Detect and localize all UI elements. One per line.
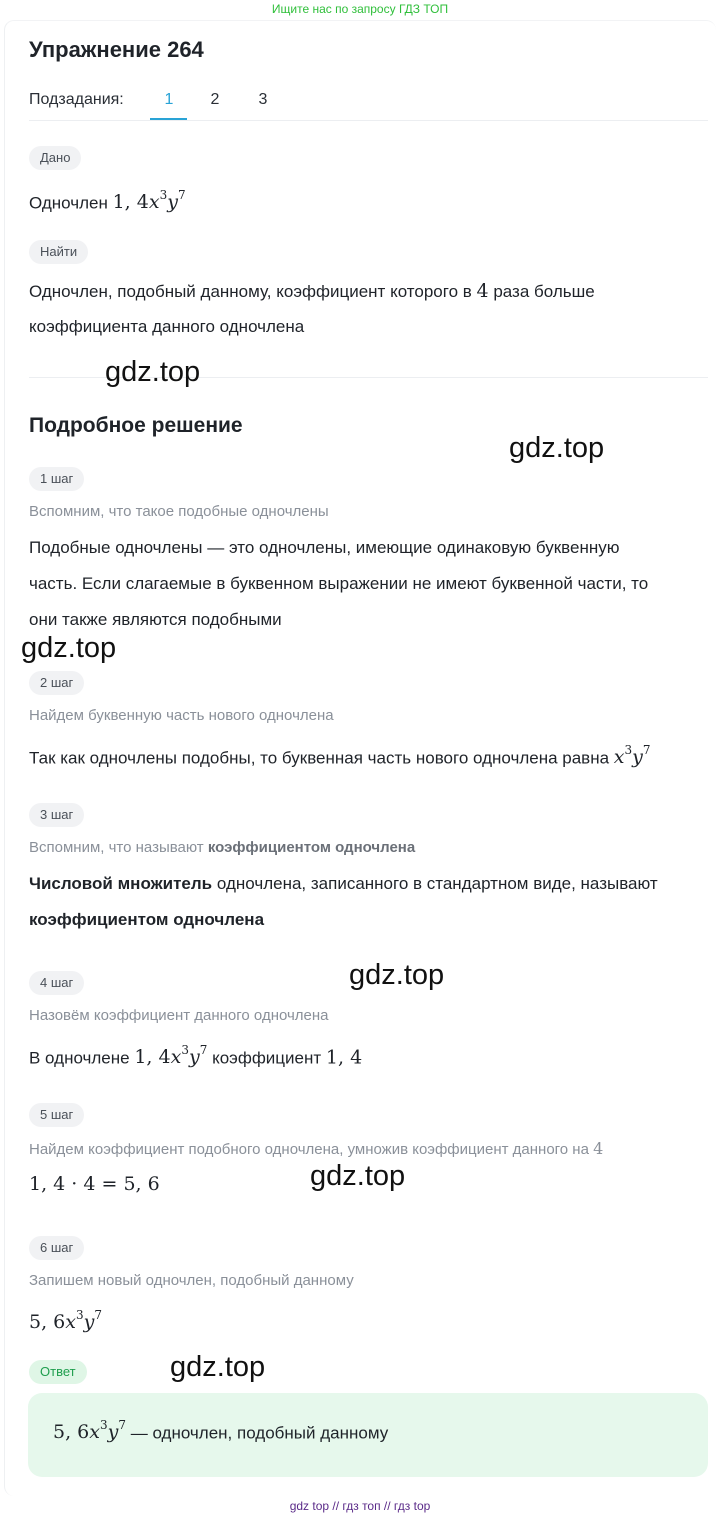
step-3-hint: Вспомним, что называют коэффициентом одночлена xyxy=(29,839,416,856)
step-5-equation: 1, 4 · 4 = 5, 6 xyxy=(29,1173,160,1195)
step-4-pill: 4 шаг xyxy=(29,971,84,995)
given-text xyxy=(29,179,186,221)
step-1-pill: 1 шаг xyxy=(29,467,84,491)
step-6-monomial: 5, $6x^3y^7$ xyxy=(29,1308,102,1334)
tab-subtask-2[interactable]: 2 xyxy=(210,91,220,108)
given-monomial: 1, $4x^3y^7$ xyxy=(112,188,186,214)
given-label: Одночлен xyxy=(29,193,108,213)
step-6-hint: Запишем новый одночлен, подобный данному xyxy=(29,1272,354,1289)
tab-subtask-3[interactable]: 3 xyxy=(258,91,268,108)
step-2-monomial: $x^3y^7$ xyxy=(613,743,651,769)
subtasks-label: Подзадания: xyxy=(29,91,124,108)
step-4-hint: Назовём коэффициент данного одночлена xyxy=(29,1007,329,1024)
watermark: gdz.top xyxy=(21,632,117,664)
answer-pill: Ответ xyxy=(29,1360,87,1384)
step-4-text: В одночлене 1, $4x^3y^7$ коэффициент 1, 4 xyxy=(29,1043,363,1069)
step-5-pill: 5 шаг xyxy=(29,1103,84,1127)
step-2-text: Так как одночлены подобны, то буквенная часть нового одночлена равна $x^3y^7$ xyxy=(29,743,651,769)
top-banner[interactable]: Ищите нас по запросу ГДЗ ТОП xyxy=(271,2,449,16)
step-3-pill: 3 шаг xyxy=(29,803,84,827)
answer-text: 5, $6x^3y^7$ — одночлен, подобный данному xyxy=(53,1418,389,1444)
step-2-hint: Найдем буквенную часть нового одночлена xyxy=(29,707,334,724)
watermark: gdz.top xyxy=(310,1160,406,1192)
find-pill: Найти xyxy=(29,240,88,264)
find-line-1: Одночлен, подобный данному, коэффициент которого в 4 раза больше xyxy=(29,280,595,302)
step-1-line-1: Подобные одночлены — это одночлены, имеющие одинаковую буквенную xyxy=(29,538,620,557)
given-pill: Дано xyxy=(29,146,81,170)
step-3-line-1: Числовой множитель одночлена, записанного в стандартном виде, называют xyxy=(29,874,658,893)
footer-links[interactable]: gdz top // гдз топ // гдз top xyxy=(289,1499,431,1513)
step-2-pill: 2 шаг xyxy=(29,671,84,695)
watermark: gdz.top xyxy=(509,432,605,464)
tab-subtask-1[interactable]: 1 xyxy=(164,91,174,108)
step-5-hint: Найдем коэффициент подобного одночлена, умножив коэффициент данного на 4 xyxy=(29,1139,604,1158)
step-6-pill: 6 шаг xyxy=(29,1236,84,1260)
step-1-hint: Вспомним, что такое подобные одночлены xyxy=(29,503,329,520)
step-4-monomial: 1, $4x^3y^7$ xyxy=(134,1043,208,1069)
step-1-line-3: они также являются подобными xyxy=(29,610,282,629)
watermark: gdz.top xyxy=(349,959,445,991)
watermark: gdz.top xyxy=(105,356,201,388)
step-3-line-2: коэффициентом одночлена xyxy=(29,910,265,929)
tabs-divider xyxy=(29,120,708,121)
watermark: gdz.top xyxy=(170,1351,266,1383)
page-title: Упражнение 264 xyxy=(29,37,204,62)
find-line-2: коэффициента данного одночлена xyxy=(29,317,305,336)
step-1-line-2: часть. Если слагаемые в буквенном выражении не имеют буквенной части, то xyxy=(29,574,649,593)
solution-heading: Подробное решение xyxy=(29,414,243,437)
